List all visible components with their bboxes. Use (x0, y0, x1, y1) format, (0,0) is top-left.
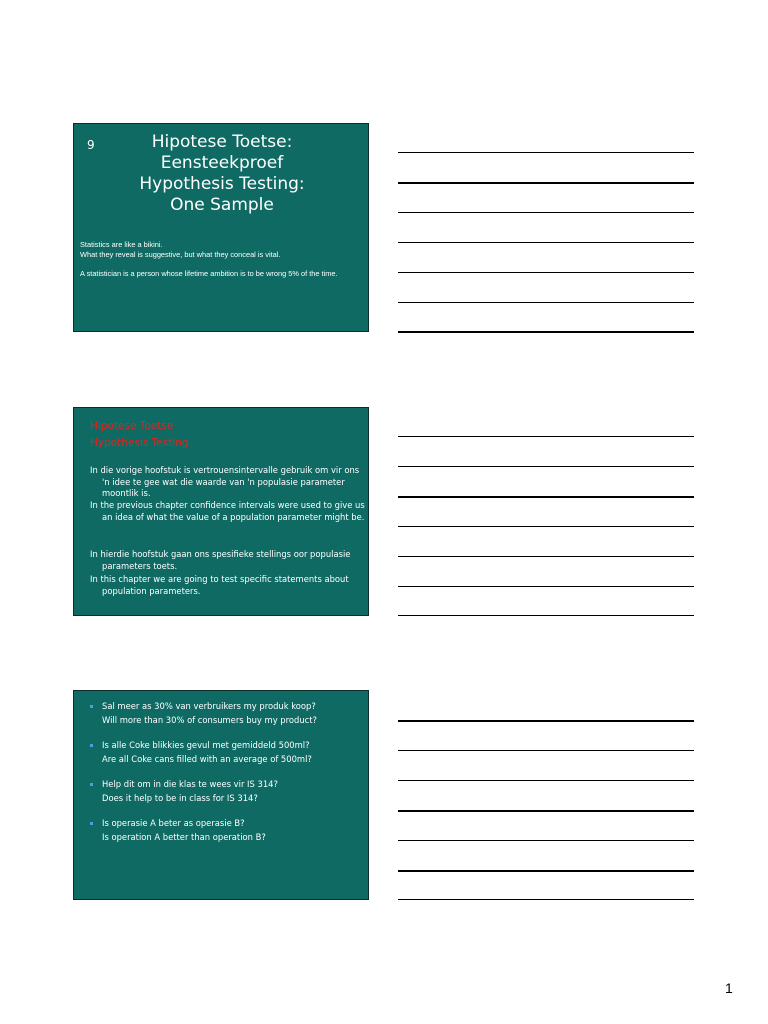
note-line (398, 302, 694, 303)
paragraph: In hierdie hoofstuk gaan ons spesifieke stellings oor populasie parameters toets. (90, 549, 351, 571)
quote-line: What they reveal is suggestive, but what they conceal is vital. (80, 249, 281, 259)
slide-2 (73, 407, 369, 616)
bullet-icon (90, 705, 93, 708)
note-line (398, 526, 694, 527)
page-number: 1 (725, 980, 733, 996)
question-english: Does it help to be in class for IS 314? (102, 792, 258, 803)
list-item (90, 739, 360, 766)
note-line (398, 466, 694, 467)
question-english: Are all Coke cans filled with an average of 500ml? (102, 753, 312, 764)
question-afrikaans: Is alle Coke blikkies gevul met gemiddeld 500ml? (102, 740, 310, 750)
slide-title (122, 132, 322, 216)
quote-line: Statistics are like a bikini. (80, 240, 163, 249)
bullet-icon (90, 744, 93, 747)
note-line (398, 152, 694, 153)
note-line (398, 556, 694, 557)
list-item (90, 817, 360, 844)
note-line (398, 496, 694, 498)
heading-line: Hypothesis Testing (90, 437, 189, 449)
list-item (90, 700, 360, 727)
note-line (398, 750, 694, 751)
title-line: Hypothesis Testing: (139, 174, 305, 194)
paragraph: In this chapter we are going to test specific statements about population parameters. (90, 574, 349, 596)
bullet-icon (90, 822, 93, 825)
note-line (398, 212, 694, 213)
slide-1 (73, 123, 369, 332)
note-line (398, 870, 694, 872)
note-line (398, 810, 694, 812)
heading-line: Hipotese Toetse (90, 420, 174, 432)
question-afrikaans: Is operasie A beter as operasie B? (102, 818, 245, 828)
note-line (398, 899, 694, 900)
note-line (398, 615, 694, 616)
quote-bikini (80, 240, 362, 259)
note-line (398, 586, 694, 587)
question-english: Will more than 30% of consumers buy my product? (102, 714, 317, 725)
note-line (398, 720, 694, 722)
bullet-icon (90, 783, 93, 786)
slide-number: 9 (87, 138, 95, 152)
question-afrikaans: Help dit om in die klas te wees vir IS 314? (102, 779, 278, 789)
note-line (398, 436, 694, 437)
slide-heading (90, 418, 189, 452)
title-line: Hipotese Toetse: (151, 132, 293, 152)
title-line: Eensteekproef (160, 153, 284, 173)
note-line (398, 840, 694, 841)
question-list (90, 700, 360, 856)
slide-3 (73, 690, 369, 900)
title-line: One Sample (170, 195, 274, 215)
list-item (90, 778, 360, 805)
note-line (398, 242, 694, 243)
note-line (398, 331, 694, 333)
paragraph: In die vorige hoofstuk is vertrouensintervalle gebruik om vir ons 'n idee te gee wat die waarde van 'n populasie parameter moontlik is. (90, 465, 360, 498)
note-line (398, 272, 694, 273)
paragraph: In the previous chapter confidence intervals were used to give us an idea of what the value of a population parameter might be. (90, 500, 365, 522)
note-line (398, 182, 694, 184)
question-english: Is operation A better than operation B? (102, 831, 266, 842)
note-line (398, 780, 694, 781)
quote-statistician: A statistician is a person whose lifetime ambition is to be wrong 5% of the time. (80, 269, 338, 278)
question-afrikaans: Sal meer as 30% van verbruikers my produk koop? (102, 701, 316, 711)
